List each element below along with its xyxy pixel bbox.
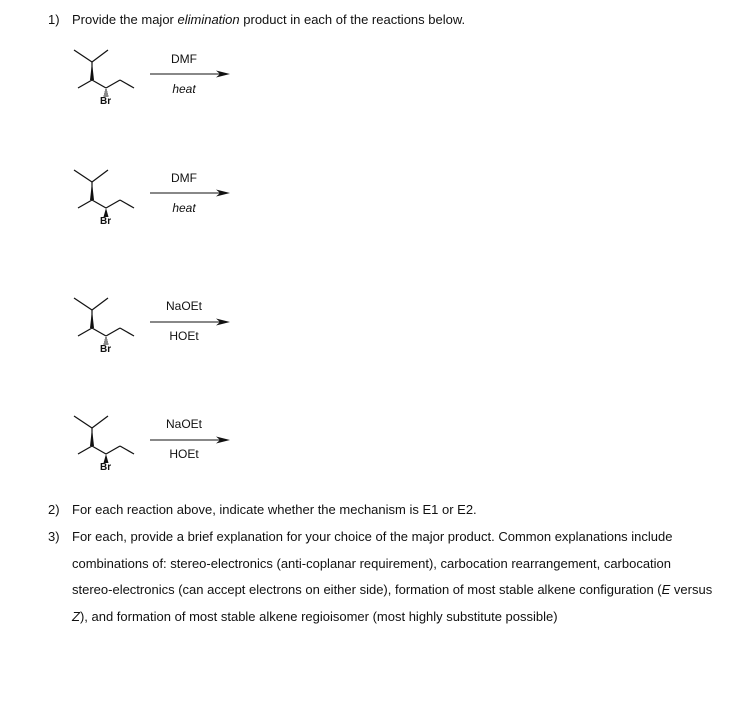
reaction-arrow-icon [150,69,230,79]
reaction-3 [66,290,246,370]
condition-label: heat [172,82,196,96]
question-1-text: Provide the major elimination product in each of the reactions below. [72,12,466,27]
question-3-line-3: stereo-electronics (can accept electrons on either side), formation of most stable alkene configuration (E versus [72,582,713,597]
question-3-number: 3) [48,529,60,544]
condition-label: heat [172,201,196,215]
reaction-4 [66,408,246,488]
reagent-label: DMF [171,171,197,185]
bromine-label: Br [100,344,112,355]
reactant-structure-2 [66,160,156,240]
question-1-number: 1) [48,12,60,27]
bromine-label: Br [100,96,112,107]
reagent-label: NaOEt [165,299,202,313]
reaction-arrow-icon [150,317,230,327]
reaction-2 [66,160,246,240]
reaction-arrow-icon [150,435,230,445]
reaction-1 [66,40,246,120]
bromine-label: Br [100,462,112,473]
reactant-structure-1 [66,40,156,120]
emphasis-elimination: elimination [177,12,240,27]
question-3-line-4: Z), and formation of most stable alkene regioisomer (most highly substitute possible) [72,609,558,624]
reaction-arrow-icon [150,188,230,198]
bromine-label: Br [100,216,112,227]
question-3-line-2: combinations of: stereo-electronics (anti-coplanar requirement), carbocation rearrangement, carbocation [72,556,672,571]
question-2-number: 2) [48,502,60,517]
question-3-line-1: For each, provide a brief explanation for your choice of the major product. Common explanations include [72,529,673,544]
reactant-structure-4 [66,408,156,488]
reagent-label: DMF [171,52,197,66]
condition-label: HOEt [169,329,199,343]
reactant-structure-3 [66,290,156,370]
condition-label: HOEt [169,447,199,461]
question-2-text: For each reaction above, indicate whether the mechanism is E1 or E2. [72,502,477,517]
reagent-label: NaOEt [165,417,202,431]
